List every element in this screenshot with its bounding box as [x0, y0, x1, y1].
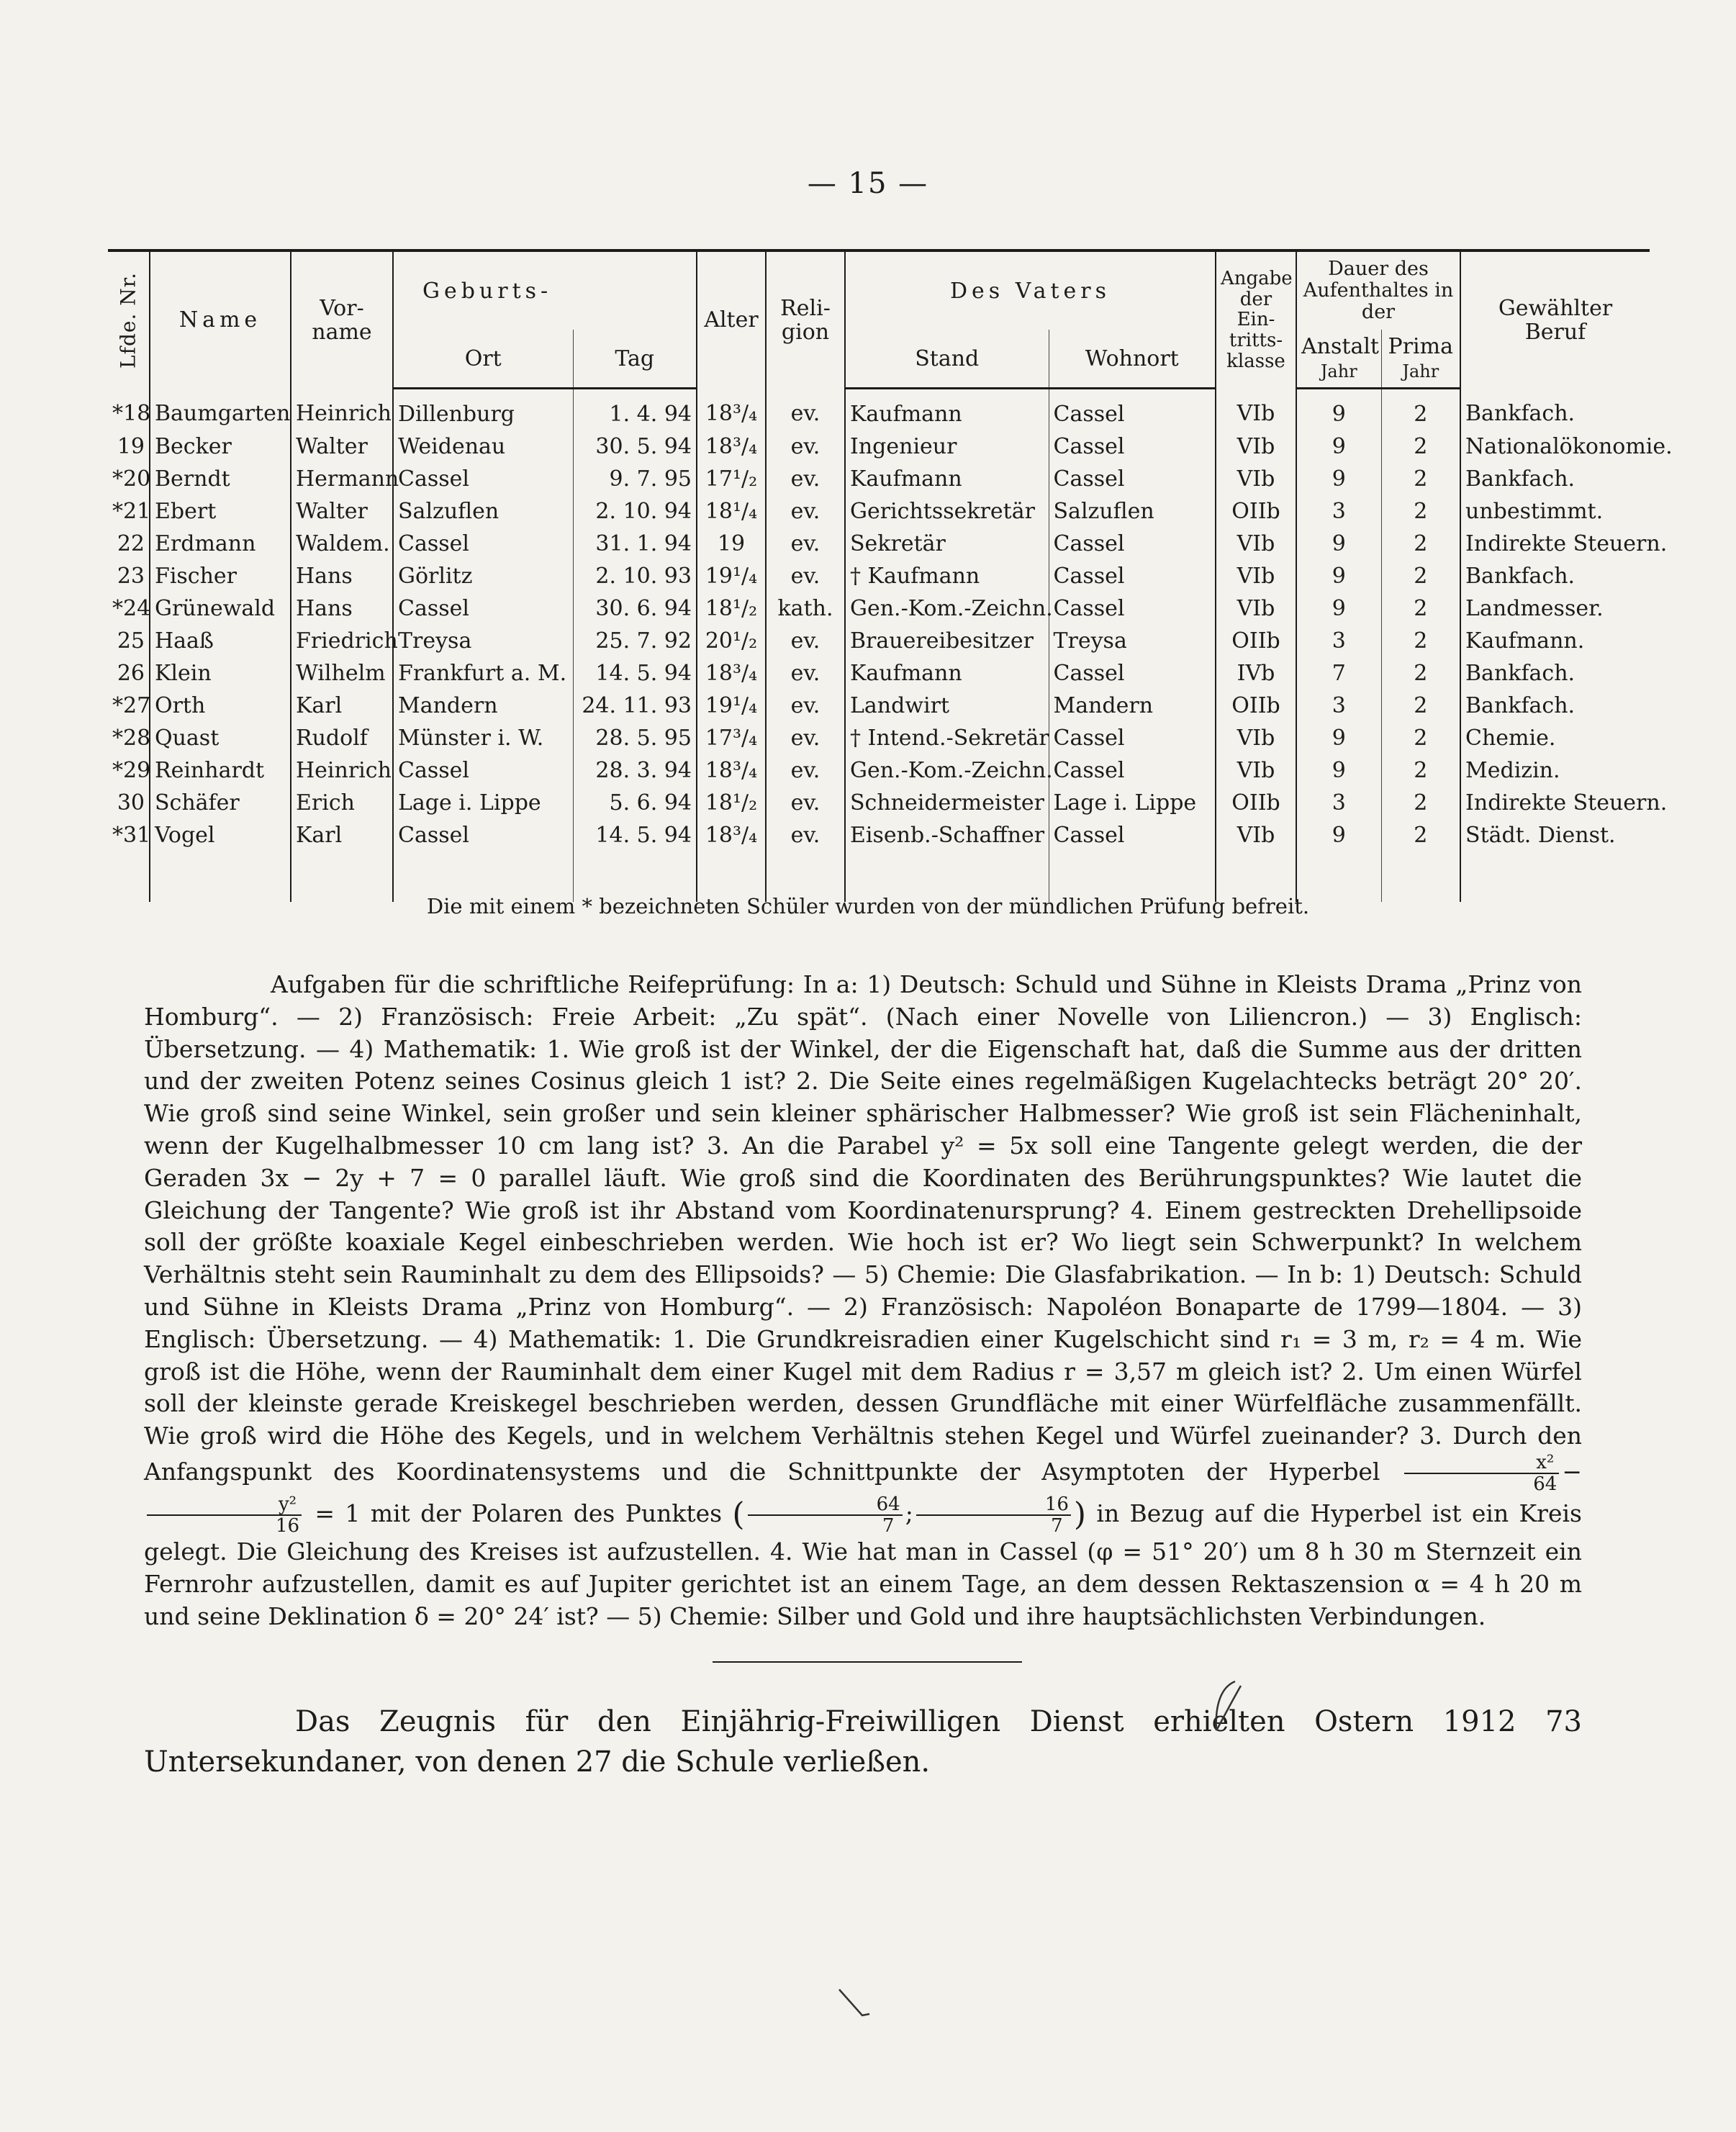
- cell-beruf: Bankfach.: [1460, 690, 1650, 722]
- cell-alter: 18³/₄: [697, 754, 766, 787]
- cell-klasse: VIb: [1216, 463, 1296, 495]
- cell-stand: Ingenieur: [845, 430, 1049, 463]
- aufgaben-text-2: = 1 mit der Polaren des Punktes: [315, 1499, 723, 1527]
- cell-anstalt: 3: [1296, 625, 1381, 657]
- cell-alter: 19¹/₄: [697, 560, 766, 592]
- cell-beruf: Bankfach.: [1460, 463, 1650, 495]
- cell-alter: 18¹/₂: [697, 787, 766, 819]
- cell-stand: Brauereibesitzer: [845, 625, 1049, 657]
- cell-alter: 18³/₄: [697, 819, 766, 852]
- cell-anstalt: 9: [1296, 430, 1381, 463]
- cell-beruf: Nationalökonomie.: [1460, 430, 1650, 463]
- cell-religion: ev.: [766, 625, 845, 657]
- cell-anstalt: 9: [1296, 722, 1381, 754]
- cell-ort: Treysa: [393, 625, 573, 657]
- cell-name: Vogel: [150, 819, 291, 852]
- cell-name: Quast: [150, 722, 291, 754]
- cell-name: Haaß: [150, 625, 291, 657]
- cell-ort: Cassel: [393, 528, 573, 560]
- cell-alter: 19: [697, 528, 766, 560]
- cell-ort: Cassel: [393, 592, 573, 625]
- cell-tag: 14. 5. 94: [573, 819, 697, 852]
- cell-anstalt: 9: [1296, 560, 1381, 592]
- table-row: [108, 560, 1650, 592]
- cell-stand: † Kaufmann: [845, 560, 1049, 592]
- cell-prima: 2: [1381, 657, 1460, 690]
- cell-beruf: Indirekte Steuern.: [1460, 787, 1650, 819]
- header-stand: Stand: [845, 330, 1049, 389]
- punkt-fraction-a: $\frac{64}{7}$: [748, 1494, 903, 1536]
- cell-name: Fischer: [150, 560, 291, 592]
- cell-ort: Frankfurt a. M.: [393, 657, 573, 690]
- cell-name: Klein: [150, 657, 291, 690]
- cell-name: Grünewald: [150, 592, 291, 625]
- header-vorname: Vor-name: [291, 250, 393, 389]
- cell-ort: Görlitz: [393, 560, 573, 592]
- cell-klasse: VIb: [1216, 389, 1296, 431]
- cell-prima: 2: [1381, 495, 1460, 528]
- cell-religion: ev.: [766, 528, 845, 560]
- cell-name: Baumgarten: [150, 389, 291, 431]
- cell-nr: *31: [112, 823, 151, 848]
- cell-stand: † Intend.-Sekretär: [845, 722, 1049, 754]
- cell-religion: ev.: [766, 430, 845, 463]
- cell-religion: ev.: [766, 389, 845, 431]
- cell-beruf: Landmesser.: [1460, 592, 1650, 625]
- cell-tag: 2. 10. 93: [573, 560, 697, 592]
- table-row: [108, 528, 1650, 560]
- cell-wohnort: Cassel: [1049, 592, 1216, 625]
- cell-stand: Gen.-Kom.-Zeichn.: [845, 754, 1049, 787]
- header-beruf: Gewählter Beruf: [1460, 250, 1650, 389]
- cell-ort: Mandern: [393, 690, 573, 722]
- cell-nr: *27: [112, 693, 151, 718]
- cell-alter: 19¹/₄: [697, 690, 766, 722]
- cell-klasse: VIb: [1216, 819, 1296, 852]
- cell-alter: 18¹/₂: [697, 592, 766, 625]
- cell-klasse: VIb: [1216, 722, 1296, 754]
- table-row: [108, 722, 1650, 754]
- cell-religion: ev.: [766, 819, 845, 852]
- cell-tag: 14. 5. 94: [573, 657, 697, 690]
- cell-beruf: Kaufmann.: [1460, 625, 1650, 657]
- cell-religion: ev.: [766, 560, 845, 592]
- cell-prima: 2: [1381, 592, 1460, 625]
- header-prima: Prima Jahr: [1381, 330, 1460, 389]
- cell-vorname: Hans: [291, 560, 393, 592]
- cell-anstalt: 3: [1296, 690, 1381, 722]
- cell-stand: Gen.-Kom.-Zeichn.: [845, 592, 1049, 625]
- cell-ort: Lage i. Lippe: [393, 787, 573, 819]
- cell-prima: 2: [1381, 754, 1460, 787]
- cell-beruf: Bankfach.: [1460, 657, 1650, 690]
- cell-wohnort: Cassel: [1049, 754, 1216, 787]
- cell-anstalt: 9: [1296, 463, 1381, 495]
- cell-vorname: Friedrich: [291, 625, 393, 657]
- cell-prima: 2: [1381, 463, 1460, 495]
- cell-name: Becker: [150, 430, 291, 463]
- aufgaben-text-3: in Bezug auf die Hyperbel ist ein Kreis gelegt. Die Gleichung des Kreises ist aufzustellen. 4. Wie hat man in Cassel (φ = 51° 20′) um 8 h 30 m Sternzeit ein Fernrohr aufzustellen, damit es auf Jupiter gerichtet ist an einem Tage, an dem dessen Rektaszension α = 4 h 20 m und seine Deklination δ = 20° 24′ ist? — 5) Chemie: Silber und Gold und ihre hauptsächlichsten Verbindungen.: [144, 1499, 1582, 1630]
- cell-nr: 19: [117, 434, 145, 459]
- header-alter: Alter: [697, 250, 766, 389]
- cell-klasse: VIb: [1216, 754, 1296, 787]
- header-wohnort: Wohnort: [1049, 330, 1216, 389]
- cell-stand: Sekretär: [845, 528, 1049, 560]
- cell-nr: 23: [117, 564, 145, 589]
- header-des-vaters: Des Vaters: [845, 250, 1216, 330]
- cell-ort: Weidenau: [393, 430, 573, 463]
- cell-nr: *18: [112, 401, 151, 427]
- cell-wohnort: Cassel: [1049, 560, 1216, 592]
- cell-prima: 2: [1381, 430, 1460, 463]
- cell-name: Reinhardt: [150, 754, 291, 787]
- cell-religion: ev.: [766, 495, 845, 528]
- cell-anstalt: 3: [1296, 787, 1381, 819]
- cell-ort: Dillenburg: [393, 389, 573, 431]
- cell-alter: 18³/₄: [697, 389, 766, 431]
- cell-vorname: Hans: [291, 592, 393, 625]
- cell-alter: 18³/₄: [697, 657, 766, 690]
- cell-vorname: Karl: [291, 690, 393, 722]
- cell-beruf: Indirekte Steuern.: [1460, 528, 1650, 560]
- table-row: [108, 657, 1650, 690]
- cell-wohnort: Cassel: [1049, 722, 1216, 754]
- header-tag: Tag: [573, 330, 697, 389]
- student-table-wrapper: [108, 249, 1673, 902]
- cell-religion: ev.: [766, 754, 845, 787]
- cell-vorname: Walter: [291, 430, 393, 463]
- cell-nr: *28: [112, 726, 151, 751]
- cell-klasse: OIIb: [1216, 495, 1296, 528]
- cell-alter: 18³/₄: [697, 430, 766, 463]
- cell-name: Ebert: [150, 495, 291, 528]
- cell-nr: *21: [112, 499, 151, 524]
- cell-religion: ev.: [766, 787, 845, 819]
- cell-vorname: Erich: [291, 787, 393, 819]
- page-number: — 15 —: [807, 167, 929, 200]
- cell-anstalt: 9: [1296, 754, 1381, 787]
- cell-prima: 2: [1381, 560, 1460, 592]
- cell-anstalt: 3: [1296, 495, 1381, 528]
- aufgaben-text-1: Aufgaben für die schriftliche Reifeprüfung: In a: 1) Deutsch: Schuld und Sühne in Kleists Drama „Prinz von Homburg“. — 2) Französisch: Freie Arbeit: „Zu spät“. (Nach einer Novelle von Liliencron.) — 3) Englisch: Übersetzung. — 4) Mathematik: 1. Wie groß ist der Winkel, der die Eigenschaft hat, daß die Summe aus der dritten und der zweiten Potenz seines Cosinus gleich 1 ist? 2. Die Seite eines regelmäßigen Kugelachtecks beträgt 20° 20′. Wie groß sind seine Winkel, sein großer und sein kleiner sphärischer Halbmesser? Wie groß ist sein Flächeninhalt, wenn der Kugelhalbmesser 10 cm lang ist? 3. An die Parabel y² = 5x soll eine Tangente gelegt werden, die der Geraden 3x − 2y + 7 = 0 parallel läuft. Wie groß sind die Koordinaten des Berührungspunktes? Wie lautet die Gleichung der Tangente? Wie groß ist ihr Abstand vom Koordinatenursprung? 4. Einem gestreckten Drehellipsoide soll der größte koaxiale Kegel einbeschrieben werden. Wie hoch ist er? Wo liegt sein Schwerpunkt? In welchem Verhältnis steht sein Rauminhalt zu dem des Ellipsoids? — 5) Chemie: Die Glasfabrikation. — In b: 1) Deutsch: Schuld und Sühne in Kleists Drama „Prinz von Homburg“. — 2) Französisch: Napoléon Bonaparte de 1799—1804. — 3) Englisch: Übersetzung. — 4) Mathematik: 1. Die Grundkreisradien einer Kugelschicht sind r₁ = 3 m, r₂ = 4 m. Wie groß ist die Höhe, wenn der Rauminhalt dem einer Kugel mit dem Radius r = 3,57 m gleich ist? 2. Um einen Würfel soll der kleinste gerade Kreiskegel beschrieben werden, dessen Grundfläche mit einer Würfelfläche zusammenfällt. Wie groß wird die Höhe des Kegels, und in welchem Verhältnis stehen Kegel und Würfel zueinander? 3. Durch den Anfangspunkt des Koordinatensystems und die Schnittpunkte der Asymptoten der Hyperbel: [144, 970, 1582, 1486]
- cell-ort: Cassel: [393, 463, 573, 495]
- table-row: [108, 787, 1650, 819]
- cell-klasse: OIIb: [1216, 690, 1296, 722]
- cell-beruf: Medizin.: [1460, 754, 1650, 787]
- cell-tag: 30. 6. 94: [573, 592, 697, 625]
- cell-anstalt: 7: [1296, 657, 1381, 690]
- header-name: Name: [150, 250, 291, 389]
- cell-alter: 18¹/₄: [697, 495, 766, 528]
- cell-wohnort: Mandern: [1049, 690, 1216, 722]
- cell-vorname: Waldem.: [291, 528, 393, 560]
- cell-name: Erdmann: [150, 528, 291, 560]
- table-row: [108, 389, 1650, 431]
- punkt-fraction-b: $\frac{16}{7}$: [916, 1494, 1071, 1536]
- cell-tag: 25. 7. 92: [573, 625, 697, 657]
- header-eintrittsklasse: Angabe der Ein-tritts-klasse: [1216, 250, 1296, 389]
- student-table-body: [108, 389, 1673, 903]
- cell-nr: 26: [117, 661, 145, 686]
- table-row: [108, 430, 1650, 463]
- cell-name: Berndt: [150, 463, 291, 495]
- cell-wohnort: Cassel: [1049, 657, 1216, 690]
- cell-tag: 31. 1. 94: [573, 528, 697, 560]
- student-table: [108, 249, 1673, 902]
- cell-vorname: Karl: [291, 819, 393, 852]
- cell-alter: 20¹/₂: [697, 625, 766, 657]
- cell-vorname: Rudolf: [291, 722, 393, 754]
- table-footnote: Die mit einem * bezeichneten Schüler wurden von der mündlichen Prüfung befreit.: [426, 894, 1310, 918]
- table-row: [108, 690, 1650, 722]
- table-row: [108, 625, 1650, 657]
- cell-beruf: Bankfach.: [1460, 389, 1650, 431]
- cell-stand: Kaufmann: [845, 389, 1049, 431]
- cell-religion: ev.: [766, 722, 845, 754]
- cell-ort: Münster i. W.: [393, 722, 573, 754]
- cell-prima: 2: [1381, 625, 1460, 657]
- cell-nr: 30: [117, 790, 145, 816]
- tick-mark-icon: [836, 1987, 872, 2023]
- cell-tag: 2. 10. 94: [573, 495, 697, 528]
- cell-prima: 2: [1381, 722, 1460, 754]
- cell-stand: Kaufmann: [845, 657, 1049, 690]
- cell-anstalt: 9: [1296, 819, 1381, 852]
- cell-wohnort: Cassel: [1049, 389, 1216, 431]
- cell-beruf: Chemie.: [1460, 722, 1650, 754]
- cell-alter: 17³/₄: [697, 722, 766, 754]
- cell-anstalt: 9: [1296, 592, 1381, 625]
- cell-nr: *24: [112, 596, 151, 621]
- cell-wohnort: Treysa: [1049, 625, 1216, 657]
- minus-sign: −: [1562, 1457, 1582, 1486]
- cell-tag: 30. 5. 94: [573, 430, 697, 463]
- cell-vorname: Wilhelm: [291, 657, 393, 690]
- aufgaben-paragraph: Aufgaben für die schriftliche Reifeprüfung: In a: 1) Deutsch: Schuld und Sühne in Kleists Drama „Prinz von Homburg“. — 2) Französisch: Freie Arbeit: „Zu spät“. (Nach einer Novelle von Liliencron.) — 3) Englisch: Übersetzung. — 4) Mathematik: 1. Wie groß ist der Winkel, der die Eigenschaft hat, daß die Summe aus der dritten und der zweiten Potenz seines Cosinus gleich 1 ist? 2. Die Seite eines regelmäßigen Kugelachtecks beträgt 20° 20′. Wie groß sind seine Winkel, sein großer und sein kleiner sphärischer Halbmesser? Wie groß ist sein Flächeninhalt, wenn der Kugelhalbmesser 10 cm lang ist? 3. An die Parabel y² = 5x soll eine Tangente gelegt werden, die der Geraden 3x − 2y + 7 = 0 parallel läuft. Wie groß sind die Koordinaten des Berührungspunktes? Wie lautet die Gleichung der Tangente? Wie groß ist ihr Abstand vom Koordinatenursprung? 4. Einem gestreckten Drehellipsoide soll der größte koaxiale Kegel einbeschrieben werden. Wie hoch ist er? Wo liegt sein Schwerpunkt? In welchem Verhältnis steht sein Rauminhalt zu dem des Ellipsoids? — 5) Chemie: Die Glasfabrikation. — In b: 1) Deutsch: Schuld und Sühne in Kleists Drama „Prinz von Homburg“. — 2) Französisch: Napoléon Bonaparte de 1799—1804. — 3) Englisch: Übersetzung. — 4) Mathematik: 1. Die Grundkreisradien einer Kugelschicht sind r₁ = 3 m, r₂ = 4 m. Wie groß ist die Höhe, wenn der Rauminhalt dem einer Kugel mit dem Radius r = 3,57 m gleich ist? 2. Um einen Würfel soll der kleinste gerade Kreiskegel beschrieben werden, dessen Grundfläche mit einer Würfelfläche zusammenfällt. Wie groß wird die Höhe des Kegels, und in welchem Verhältnis stehen Kegel und Würfel zueinander? 3. Durch den Anfangspunkt des Koordinatensystems und die Schnittpunkte der Asymptoten der Hyperbel $\frac{\text{x²}}{64}$ − $\frac{\text{y²}}{16}$ = 1 mit der Polaren des Punktes ( $\frac{64}{7}$ ; $\frac{16}{7}$ ) in Bezug auf die Hyperbel ist ein Kreis gelegt. Die Gleichung des Kreises ist aufzustellen. 4. Wie hat man in Cassel (φ = 51° 20′) um 8 h 30 m Sternzeit ein Fernrohr aufzustellen, damit es auf Jupiter gerichtet ist an einem Tage, an dem dessen Rektaszension α = 4 h 20 m und seine Deklination δ = 20° 24′ ist? — 5) Chemie: Silber und Gold und ihre hauptsächlichsten Verbindungen.: [144, 970, 1582, 1630]
- cell-nr: 25: [117, 628, 145, 654]
- table-row: [108, 592, 1650, 625]
- pencil-mark-icon: [1201, 1677, 1244, 1735]
- table-row: [108, 495, 1650, 528]
- cell-wohnort: Cassel: [1049, 819, 1216, 852]
- cell-name: Schäfer: [150, 787, 291, 819]
- section-divider: [713, 1661, 1022, 1663]
- cell-alter: 17¹/₂: [697, 463, 766, 495]
- cell-religion: kath.: [766, 592, 845, 625]
- cell-stand: Schneidermeister: [845, 787, 1049, 819]
- table-row: [108, 463, 1650, 495]
- cell-tag: 28. 5. 95: [573, 722, 697, 754]
- header-ort: Ort: [393, 330, 573, 389]
- header-lfd-nr: Lfde. Nr.: [108, 250, 150, 389]
- header-religion: Reli-gion: [766, 250, 845, 389]
- cell-stand: Landwirt: [845, 690, 1049, 722]
- cell-klasse: OIIb: [1216, 787, 1296, 819]
- cell-klasse: VIb: [1216, 560, 1296, 592]
- hyperbel-fraction-x: $\frac{\text{x²}}{64}$: [1404, 1453, 1559, 1494]
- cell-prima: 2: [1381, 819, 1460, 852]
- header-anstalt-jahr: Jahr: [1320, 361, 1357, 381]
- cell-name: Orth: [150, 690, 291, 722]
- cell-nr: 22: [117, 531, 145, 556]
- cell-religion: ev.: [766, 463, 845, 495]
- cell-wohnort: Cassel: [1049, 430, 1216, 463]
- cell-religion: ev.: [766, 657, 845, 690]
- cell-ort: Cassel: [393, 754, 573, 787]
- cell-stand: Kaufmann: [845, 463, 1049, 495]
- cell-vorname: Walter: [291, 495, 393, 528]
- cell-tag: 5. 6. 94: [573, 787, 697, 819]
- cell-religion: ev.: [766, 690, 845, 722]
- cell-klasse: VIb: [1216, 592, 1296, 625]
- cell-ort: Salzuflen: [393, 495, 573, 528]
- header-prima-jahr: Jahr: [1402, 361, 1439, 381]
- cell-tag: 9. 7. 95: [573, 463, 697, 495]
- cell-vorname: Hermann: [291, 463, 393, 495]
- header-geburts: Geburts-: [393, 250, 697, 330]
- cell-beruf: Bankfach.: [1460, 560, 1650, 592]
- cell-klasse: IVb: [1216, 657, 1296, 690]
- cell-klasse: VIb: [1216, 528, 1296, 560]
- cell-anstalt: 9: [1296, 528, 1381, 560]
- hyperbel-fraction-y: $\frac{\text{y²}}{16}$: [147, 1494, 302, 1536]
- cell-prima: 2: [1381, 528, 1460, 560]
- cell-klasse: OIIb: [1216, 625, 1296, 657]
- cell-tag: 24. 11. 93: [573, 690, 697, 722]
- cell-nr: *20: [112, 466, 151, 492]
- header-anstalt: Anstalt Jahr: [1296, 330, 1381, 389]
- header-dauer: Dauer des Aufenthaltes in der: [1296, 250, 1460, 330]
- cell-prima: 2: [1381, 690, 1460, 722]
- cell-klasse: VIb: [1216, 430, 1296, 463]
- cell-tag: 28. 3. 94: [573, 754, 697, 787]
- cell-vorname: Heinrich: [291, 754, 393, 787]
- cell-prima: 2: [1381, 389, 1460, 431]
- cell-wohnort: Cassel: [1049, 463, 1216, 495]
- cell-nr: *29: [112, 758, 151, 783]
- cell-prima: 2: [1381, 787, 1460, 819]
- zeugnis-paragraph: Das Zeugnis für den Einjährig-Freiwilligen Dienst erhielten Ostern 1912 73 Untersekundaner, von denen 27 die Schule verließen.: [144, 1705, 1582, 1779]
- table-row: [108, 819, 1650, 852]
- cell-tag: 1. 4. 94: [573, 389, 697, 431]
- cell-wohnort: Cassel: [1049, 528, 1216, 560]
- cell-stand: Gerichtssekretär: [845, 495, 1049, 528]
- cell-ort: Cassel: [393, 819, 573, 852]
- cell-beruf: unbestimmt.: [1460, 495, 1650, 528]
- table-row: [108, 754, 1650, 787]
- cell-wohnort: Salzuflen: [1049, 495, 1216, 528]
- cell-vorname: Heinrich: [291, 389, 393, 431]
- cell-anstalt: 9: [1296, 389, 1381, 431]
- cell-stand: Eisenb.-Schaffner: [845, 819, 1049, 852]
- cell-beruf: Städt. Dienst.: [1460, 819, 1650, 852]
- cell-wohnort: Lage i. Lippe: [1049, 787, 1216, 819]
